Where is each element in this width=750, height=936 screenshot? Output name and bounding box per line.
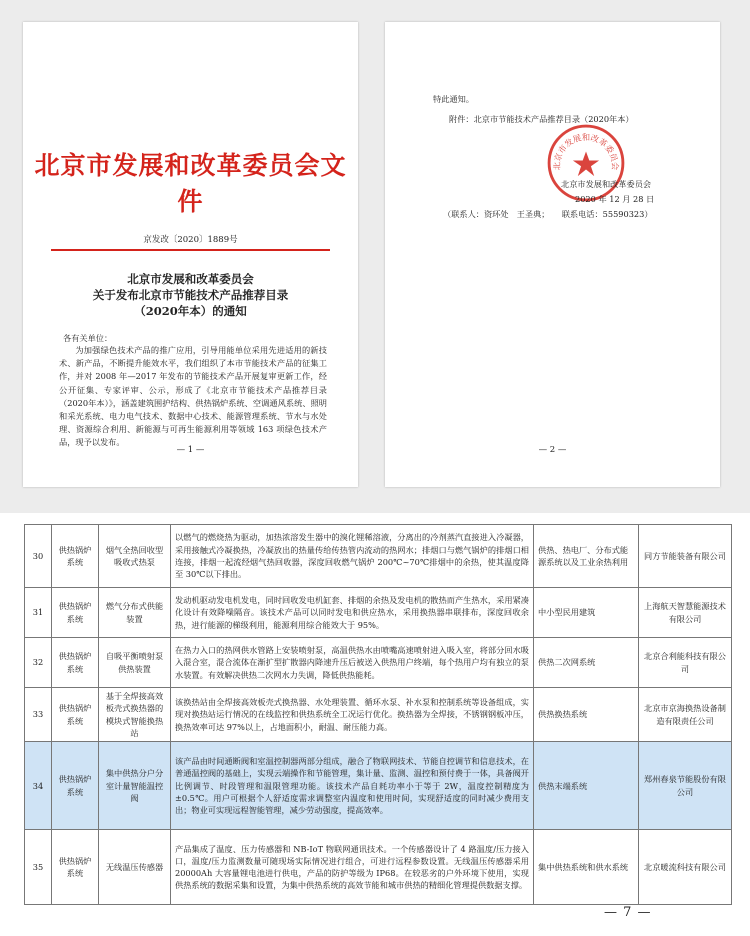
official-seal-stamp [545, 122, 627, 204]
page-number-1: — 1 — [176, 445, 205, 455]
issue-date: 2020 年 12 月 28 日 [575, 194, 655, 204]
product-description: 该换热站由全焊接高效板壳式换热器、水处理装置、循环水泵、补水泵和控制系统等设备组成，实现对换热站运行情况的在线监控和供热系统全工况运行优化。换热器为全焊接，不锈钢钢板冲压，换热效率可达 97%以上，占地面积小，耐温、耐压能力高。 [171, 688, 534, 742]
row-number: 34 [25, 742, 52, 830]
system-category: 供热锅炉系统 [52, 588, 99, 638]
company-name: 北京市京海换热设备制造有限责任公司 [639, 688, 732, 742]
notice-title-line-2: 关于发布北京市节能技术产品推荐目录 [92, 288, 289, 302]
company-name: 上海航天智慧能源技术有限公司 [639, 588, 732, 638]
attachment-line: 附件：北京市节能技术产品推荐目录（2020年本） [449, 114, 634, 124]
row-number: 30 [25, 525, 52, 588]
document-page-2 [385, 22, 720, 487]
product-name: 无线温压传感器 [99, 830, 171, 905]
product-name: 自吸平衡喷射泵供热装置 [99, 638, 171, 688]
product-description: 该产品由时间通断阀和室温控制器两部分组成，融合了物联网技术、节能自控调节和信息技术，在普通温控阀的基础上，实现云端操作和节能管理，集计量、监测、温控和预付费于一体，具备阀开比例调节、时段管理和温限管理功能。该技术产品自耗功率小于等于 2W，温度控制精度为±0.5℃。用户可根据个人舒适度需求调整室内温度和使用时间，实现舒适度的同时减少费用支出；物业可实现远程智能管理，减少劳动强度，提高效率。 [171, 742, 534, 830]
application-scope: 供热末端系统 [534, 742, 639, 830]
system-category: 供热锅炉系统 [52, 742, 99, 830]
table-row [25, 830, 732, 905]
product-description: 以燃气的燃烧热为驱动，加热浓溶发生器中的溴化锂稀溶液，分离出的冷剂蒸汽直接进入冷凝器，采用接触式冷凝换热，冷凝放出的热量传给传热管内流动的热网水；排烟口与燃气锅炉的排烟口相连接，排烟一起流经烟气热回收器，深度回收燃气锅炉 200℃~70℃排烟中的余热，使其温度降至 30℃以下排出。 [171, 525, 534, 588]
notice-body: 为加强绿色技术产品的推广应用，引导用能单位采用先进适用的新技术、新产品，不断提升能效水平，我们组织了本市节能技术产品的征集工作，并对 2008 年—2017 年发布的节能技术产品开展复审更新工作，经公开征集、专家评审、公示，形成了《北京市节能技术产品推荐目录（2020年本）》，涵盖建筑围护结构、供热锅炉系统、空调通风系统、照明和采光系统、电力电气技术、数据中心技术、能源管理系统、节水与水处理、资源综合利用、新能源与可再生能源利用等领域 163 项绿色技术产品，现予以发布。 [59, 345, 327, 448]
product-name: 集中供热分户分室计量智能温控阀 [99, 742, 171, 830]
company-name: 北京暖流科技有限公司 [639, 830, 732, 905]
application-scope: 供热二次网系统 [534, 638, 639, 688]
application-scope: 供热换热系统 [534, 688, 639, 742]
page-number-2: — 2 — [538, 445, 567, 455]
notice-title-line-1: 北京市发展和改革委员会 [127, 272, 254, 286]
product-description: 产品集成了温度、压力传感器和 NB-IoT 物联网通讯技术。一个传感器设计了 4 路温度/压力接入口，温度/压力监测数量可随现场实际情况进行组合，可进行远程参数设置。无线温压传感器采用 20000Ah 大容量锂电池进行供电，产品的防护等级为 IP68。在较恶劣的户外环境下使用，实现供热系统的数据采集和设置，为集中供热系统的高效节能和城市供热的精细化管理提供数据支撑。 [171, 830, 534, 905]
notice-closing: 特此通知。 [433, 94, 474, 104]
system-category: 供热锅炉系统 [52, 638, 99, 688]
application-scope: 供热、热电厂、分布式能源系统以及工业余热利用 [534, 525, 639, 588]
notice-title [43, 271, 338, 319]
table-row [25, 525, 732, 588]
product-table [24, 524, 732, 905]
row-number: 33 [25, 688, 52, 742]
product-name: 燃气分布式供能装置 [99, 588, 171, 638]
row-number: 32 [25, 638, 52, 688]
page-number-7: — 7 — [604, 905, 652, 920]
company-name: 北京合利能科技有限公司 [639, 638, 732, 688]
row-number: 31 [25, 588, 52, 638]
product-description: 在热力入口的热网供水管路上安装喷射泵，高温供热水由喷嘴高速喷射进入吸入室，将部分回水吸入混合室，混合流体在渐扩型扩散器内降速升压后被送入供热用户终端，每个热用户均有独立的泵水装置。有效解决供热二次网水力失调，降低供热能耗。 [171, 638, 534, 688]
system-category: 供热锅炉系统 [52, 830, 99, 905]
notice-title-line-3: （2020年本）的通知 [134, 304, 247, 318]
red-divider-line [51, 249, 330, 251]
product-description: 发动机驱动发电机发电，同时回收发电机缸套、排烟的余热及发电机的散热而产生热水，采用紧凑化设计有效降噪隔音。该技术产品可以同时发电和供应热水，采用换热器串联排布，深度回收余热，进行能源的梯级利用，能源利用综合能效大于 95%。 [171, 588, 534, 638]
application-scope: 集中供热系统和供水系统 [534, 830, 639, 905]
system-category: 供热锅炉系统 [52, 525, 99, 588]
table-row-highlighted [25, 742, 732, 830]
row-number: 35 [25, 830, 52, 905]
document-page-1 [23, 22, 358, 487]
table-row [25, 688, 732, 742]
product-name: 基于全焊接高效板壳式换热器的模块式智能换热站 [99, 688, 171, 742]
application-scope: 中小型民用建筑 [534, 588, 639, 638]
table-row [25, 588, 732, 638]
product-name: 烟气全热回收型吸收式热泵 [99, 525, 171, 588]
red-header-title: 北京市发展和改革委员会文件 [34, 151, 347, 216]
contact-info: （联系人：资环处 王圣典； 联系电话：55590323） [443, 209, 653, 219]
document-number: 京发改〔2020〕1889号 [143, 235, 238, 245]
table-row [25, 638, 732, 688]
issuer-name: 北京市发展和改革委员会 [561, 179, 652, 189]
company-name: 同方节能装备有限公司 [639, 525, 732, 588]
company-name: 郑州春泉节能股份有限公司 [639, 742, 732, 830]
seal-text: 北京市发展和改革委员会 [551, 132, 621, 171]
system-category: 供热锅炉系统 [52, 688, 99, 742]
salutation: 各有关单位： [63, 333, 113, 343]
